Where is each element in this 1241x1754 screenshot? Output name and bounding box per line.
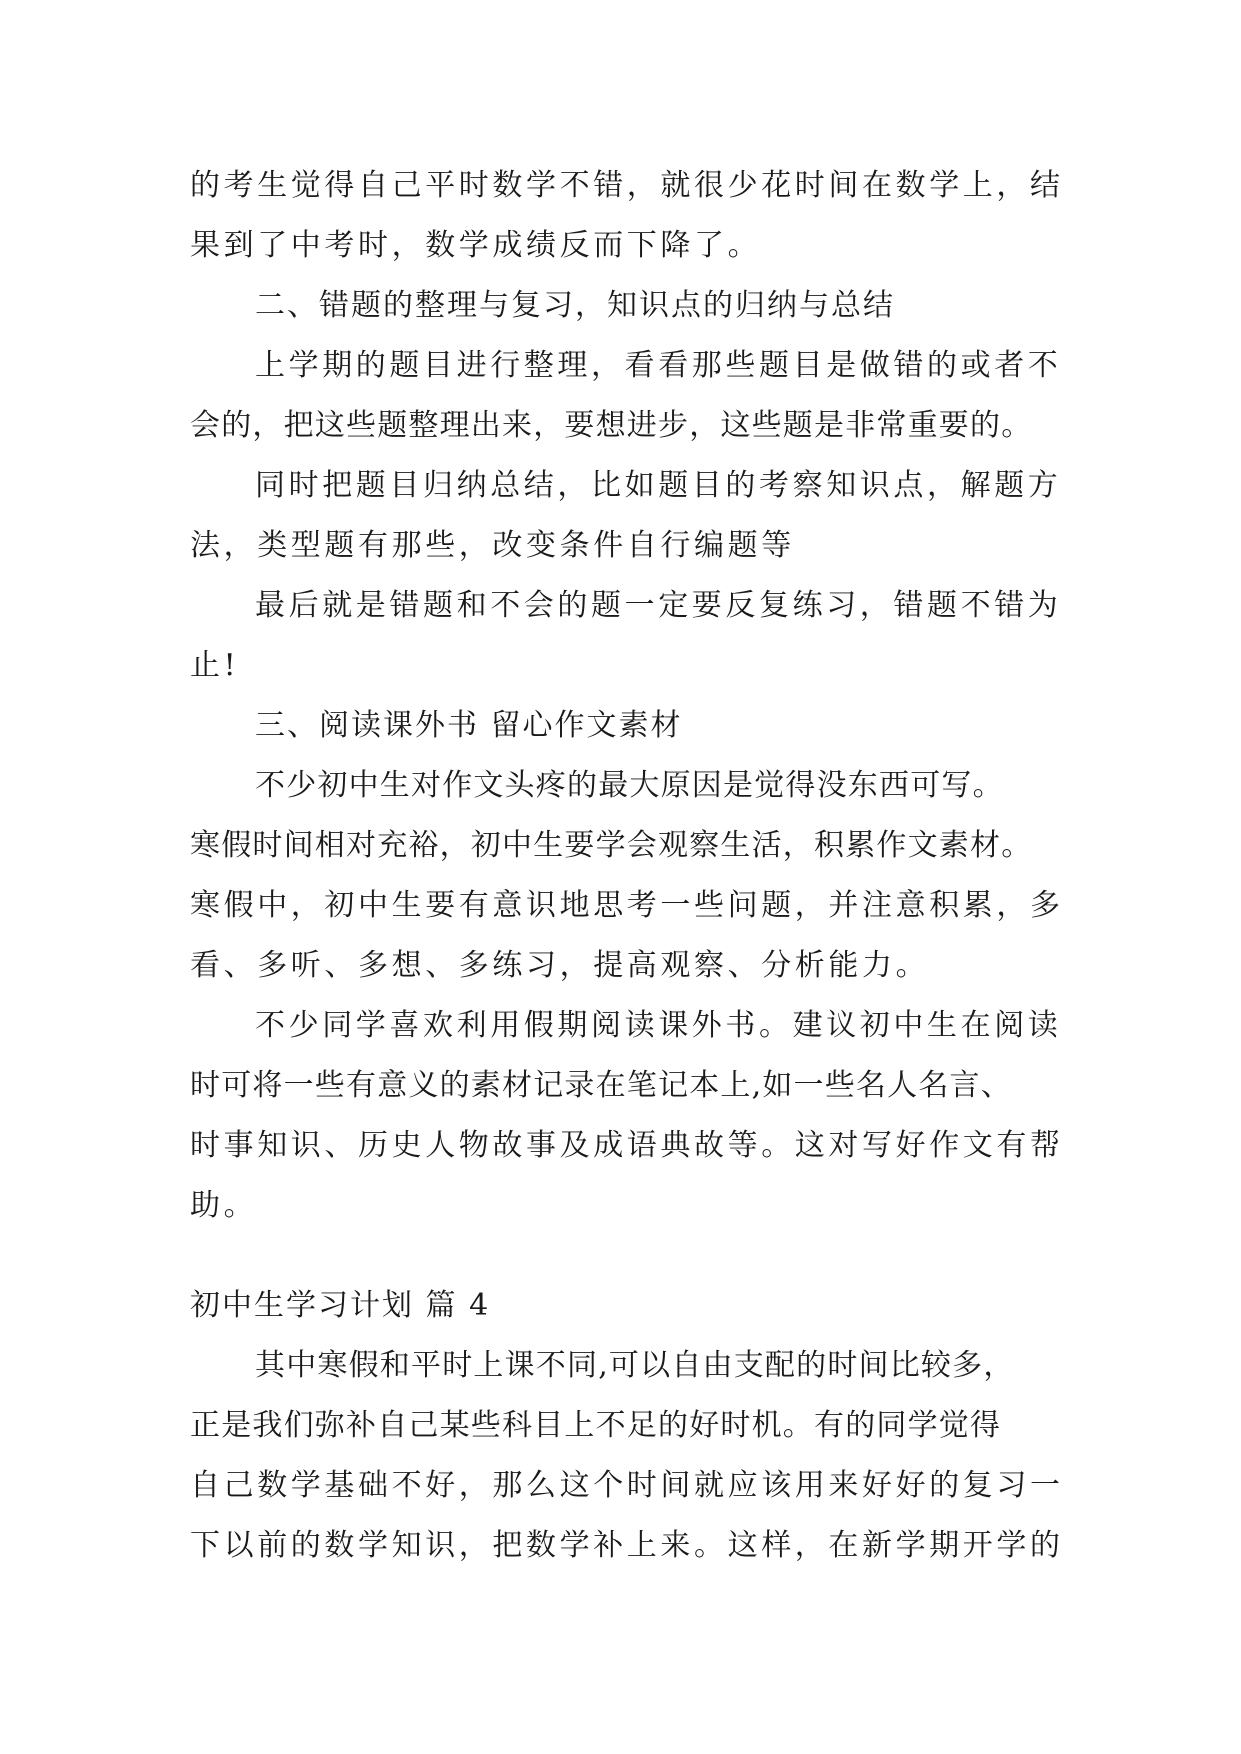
paragraph-line: 上学期的题目进行整理，看看那些题目是做错的或者不 xyxy=(255,348,1062,383)
paragraph-line: 不少初中生对作文头疼的最大原因是觉得没东西可写。 xyxy=(255,768,1004,803)
paragraph-line: 下以前的数学知识，把数学补上来。这样，在新学期开学的 xyxy=(190,1528,1064,1563)
paragraph-line: 助。 xyxy=(190,1188,258,1223)
paragraph-line: 时可将一些有意义的素材记录在笔记本上,如一些名人名言、 xyxy=(190,1068,1012,1103)
paragraph-line: 自己数学基础不好，那么这个时间就应该用来好好的复习一 xyxy=(190,1468,1064,1503)
paragraph-line: 其中寒假和平时上课不同,可以自由支配的时间比较多， xyxy=(255,1348,1015,1383)
section-heading-three: 三、阅读课外书 留心作文素材 xyxy=(255,708,683,743)
paragraph-line: 最后就是错题和不会的题一定要反复练习，错题不错为 xyxy=(255,588,1062,623)
paragraph-line: 止! xyxy=(190,648,240,683)
paragraph-line: 看、多听、多想、多练习，提高观察、分析能力。 xyxy=(190,948,930,983)
article-title: 初中生学习计划 篇 4 xyxy=(190,1288,491,1323)
paragraph-line: 正是我们弥补自己某些科目上不足的好时机。有的同学觉得 xyxy=(190,1408,1002,1443)
paragraph-line: 法，类型题有那些，改变条件自行编题等 xyxy=(190,528,795,563)
section-heading-two: 二、错题的整理与复习，知识点的归纳与总结 xyxy=(255,288,895,323)
paragraph-line: 果到了中考时，数学成绩反而下降了。 xyxy=(190,228,762,263)
paragraph-line: 不少同学喜欢利用假期阅读课外书。建议初中生在阅读 xyxy=(255,1008,1062,1043)
paragraph-line: 同时把题目归纳总结，比如题目的考察知识点，解题方 xyxy=(255,468,1062,503)
paragraph-line: 寒假中，初中生要有意识地思考一些问题，并注意积累，多 xyxy=(190,888,1064,923)
paragraph-line: 时事知识、历史人物故事及成语典故等。这对写好作文有帮 xyxy=(190,1128,1064,1163)
paragraph-line: 寒假时间相对充裕，初中生要学会观察生活，积累作文素材。 xyxy=(190,828,1033,863)
paragraph-line: 会的，把这些题整理出来，要想进步，这些题是非常重要的。 xyxy=(190,408,1033,443)
paragraph-line: 的考生觉得自己平时数学不错，就很少花时间在数学上，结 xyxy=(190,168,1064,203)
